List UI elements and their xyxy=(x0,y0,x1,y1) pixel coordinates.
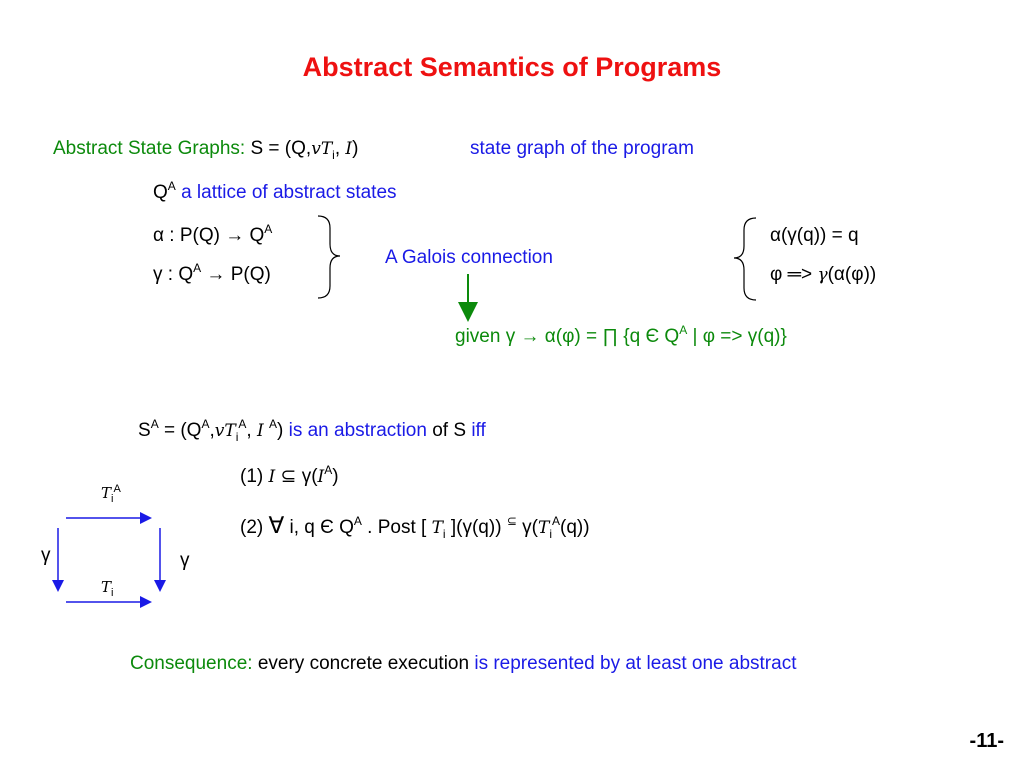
forall-symbol: ∀ xyxy=(268,512,285,538)
diagram-bot-T: T xyxy=(101,578,112,596)
abs-v: v xyxy=(214,421,225,441)
cond1-I: I xyxy=(268,467,276,487)
asg-i: i xyxy=(332,148,335,162)
asg-T: T xyxy=(320,139,333,159)
prop-phi-post: (α(φ)) xyxy=(827,264,877,285)
abs-of-s: of S xyxy=(426,420,472,441)
cond2-subset: ⊆ xyxy=(506,514,517,528)
left-brace xyxy=(734,218,756,300)
qa-A: A xyxy=(167,179,176,193)
cond2-i2: i xyxy=(549,527,552,541)
diagram-top-A: A xyxy=(113,483,121,495)
diagram-bot-i: i xyxy=(111,587,114,599)
cond1-pre: (1) xyxy=(240,466,269,487)
abs-i: i xyxy=(235,430,239,444)
abs-comma: , xyxy=(209,420,215,441)
abs-S-sup: A xyxy=(150,417,159,431)
cond2-after: ](γ(q)) xyxy=(445,517,507,538)
cond2-T2: T xyxy=(537,518,550,538)
abs-T-sup: A xyxy=(238,417,247,431)
page-number: -11- xyxy=(969,730,1004,752)
diagram-gamma-left: γ xyxy=(41,545,51,566)
cond2-end: (q)) xyxy=(560,517,590,538)
diagram-top-i: i xyxy=(111,493,114,505)
qa-desc: a lattice of abstract states xyxy=(181,182,397,203)
prop-phi-pre: φ ═> xyxy=(770,264,818,285)
cond2-post: . Post [ xyxy=(361,517,432,538)
cond1-gamma: γ( xyxy=(301,466,318,487)
consequence-text: every concrete execution xyxy=(252,653,470,674)
abs-Q-sup: A xyxy=(201,417,210,431)
abs-eq: = (Q xyxy=(158,420,202,441)
cond1-close: ) xyxy=(332,466,339,487)
cond2-T: T xyxy=(431,518,443,538)
asg-comma: , xyxy=(334,138,341,159)
cond2-sup2: A xyxy=(552,514,561,528)
asg-desc: state graph of the program xyxy=(470,138,694,159)
given-pre: given γ → α(φ) = ∏ {q Є Q xyxy=(455,326,680,347)
abs-T: T xyxy=(224,421,236,441)
cond2-pre: (2) xyxy=(240,517,269,538)
abs-S: S xyxy=(138,420,151,441)
galois-label: A Galois connection xyxy=(385,247,553,268)
abs-close: ) xyxy=(276,420,284,441)
gamma-def-post: → P(Q) xyxy=(201,264,271,285)
slide-title: Abstract Semantics of Programs xyxy=(302,52,722,82)
alpha-def-sup: A xyxy=(264,222,273,236)
alpha-def-text: α : P(Q) → Q xyxy=(153,225,265,246)
given-post: | φ => γ(q)} xyxy=(687,326,787,347)
abs-is-an: is an abstraction xyxy=(283,420,427,441)
right-brace xyxy=(318,216,340,298)
asg-I: I xyxy=(345,139,353,159)
consequence-tail: is represented by at least one abstract xyxy=(469,653,797,674)
given-sup: A xyxy=(679,323,688,337)
asg-v: v xyxy=(311,139,321,159)
abs-I-sup: A xyxy=(268,417,277,431)
cond1-subset: ⊆ xyxy=(275,466,302,487)
abs-I: I xyxy=(256,421,264,441)
consequence-label: Consequence: xyxy=(130,653,253,674)
cond2-sup: A xyxy=(353,514,362,528)
gamma-def-sup: A xyxy=(193,261,202,275)
abs-comma2: , xyxy=(246,420,257,441)
cond2-mid: i, q Є Q xyxy=(284,517,354,538)
diagram-top-T: T xyxy=(101,484,112,502)
cond2-i: i xyxy=(442,527,446,541)
asg-def: S = (Q, xyxy=(250,138,312,159)
cond1-I2: I xyxy=(317,467,325,487)
cond2-gamma: γ( xyxy=(516,517,538,538)
abs-iff: iff xyxy=(471,420,486,441)
asg-label: Abstract State Graphs: xyxy=(53,138,246,159)
qa-Q: Q xyxy=(153,182,168,203)
prop-alpha-gamma: α(γ(q)) = q xyxy=(770,225,859,246)
gamma-def-text: γ : Q xyxy=(153,264,194,285)
cond1-sup: A xyxy=(324,463,333,477)
asg-close: ) xyxy=(352,138,359,159)
diagram-gamma-right: γ xyxy=(180,550,190,571)
prop-phi-gamma: γ xyxy=(817,265,828,285)
